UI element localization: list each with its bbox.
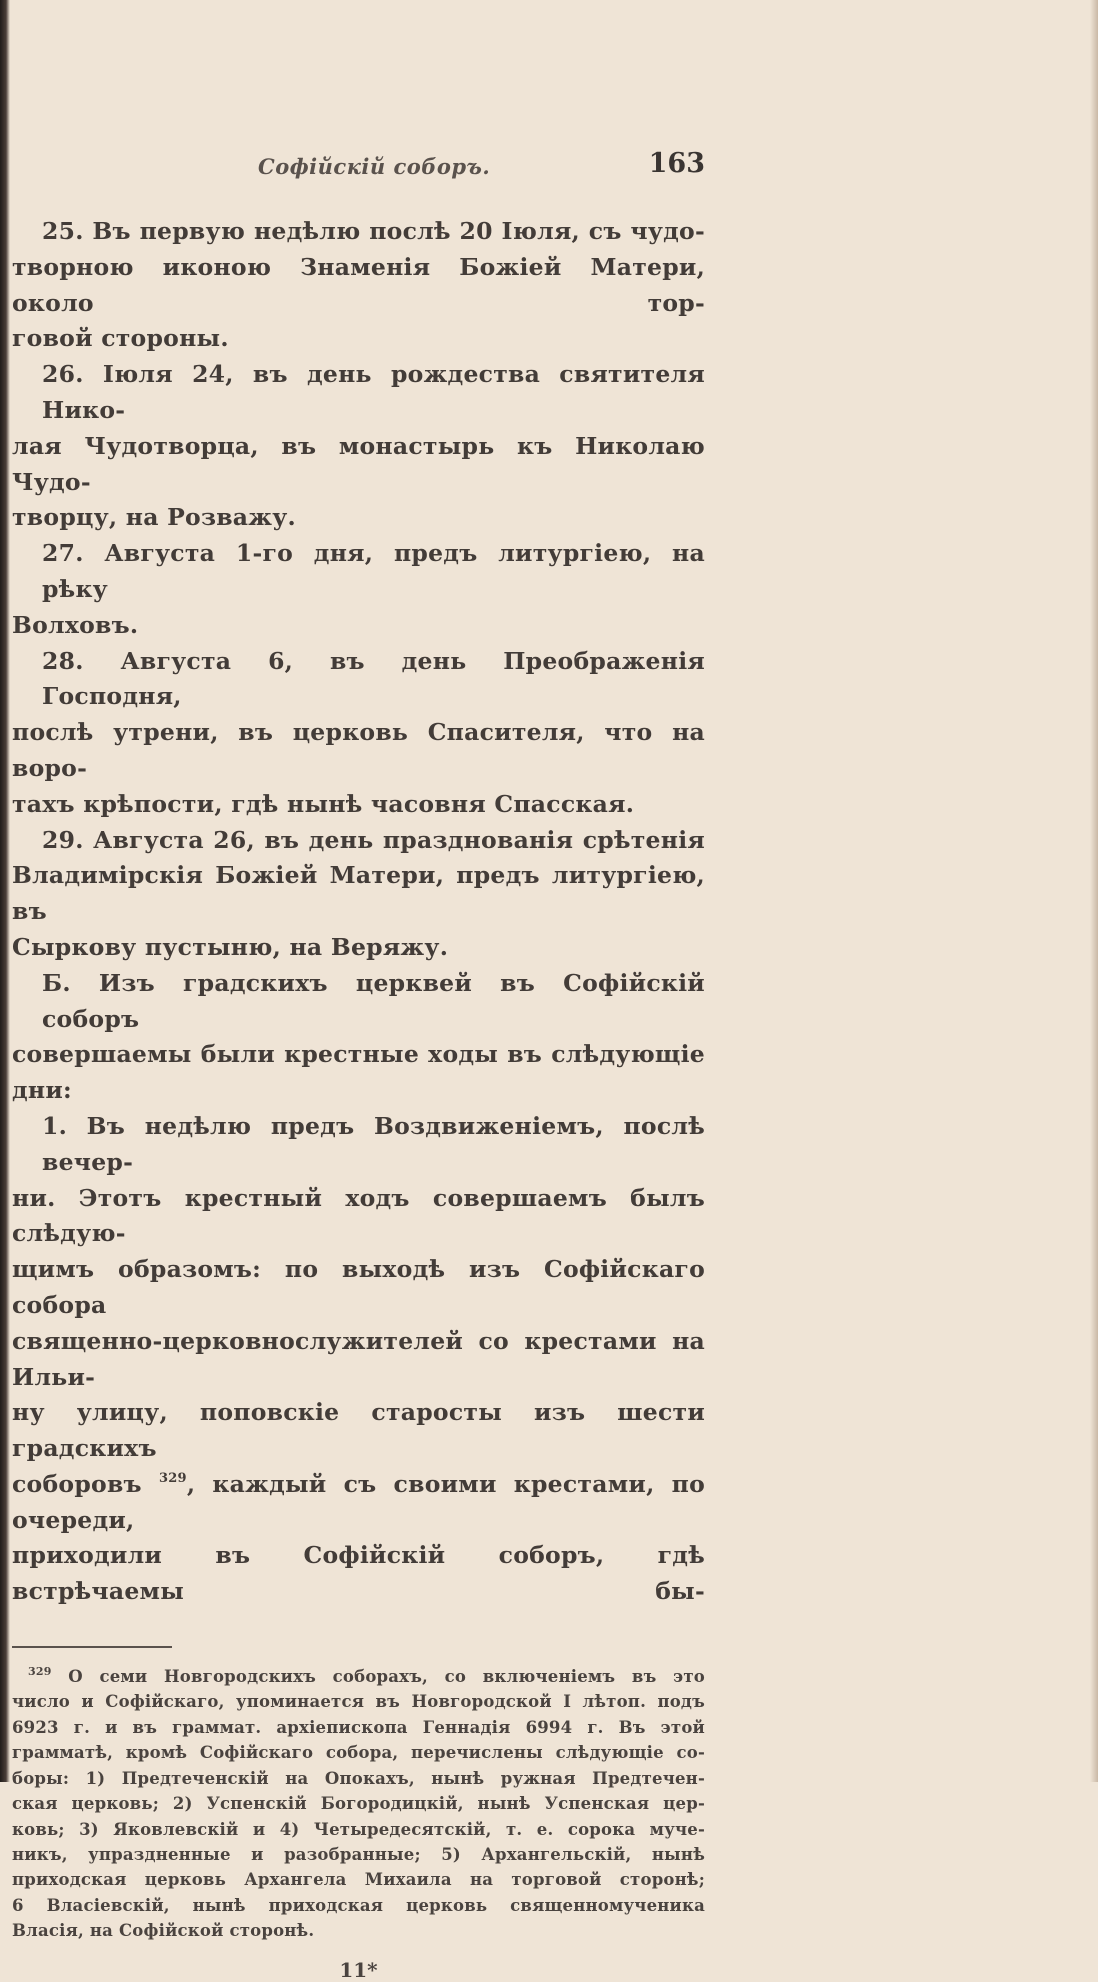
text-line: щимъ образомъ: по выходѣ изъ Софійскаго собора: [12, 1255, 705, 1319]
book-page: [12, 148, 705, 1982]
footnote-line: число и Софійскаго, упоминается въ Новгородской I лѣтоп. подъ: [12, 1692, 705, 1712]
text-segment: , каждый съ своими крестами, по очереди,: [12, 1469, 706, 1534]
text-line: совершаемы были крестные ходы въ слѣдующіе дни:: [12, 1040, 705, 1105]
footnote-line: ковь; 3) Яковлевскій и 4) Четыредесятскій, т. е. сорока муче-: [12, 1819, 705, 1839]
text-line: Сыркову пустыню, на Веряжу.: [12, 932, 449, 961]
text-line: Б. Изъ градскихъ церквей въ Софійскій соборъ: [42, 968, 705, 1033]
footnote-mark: 329: [28, 1665, 52, 1679]
footnote-line: 6923 г. и въ граммат. архіепископа Геннадія 6994 г. Въ этой: [12, 1717, 705, 1737]
text-line: 27. Августа 1-го дня, предъ литургіею, на рѣку: [42, 539, 705, 603]
page-edge-shadow: [1090, 0, 1098, 1782]
page-header: [12, 148, 705, 188]
footnote-line: никъ, упраздненные и разобранные; 5) Архангельскій, нынѣ: [12, 1844, 705, 1864]
footnote-line: боры: 1) Предтеченскій на Опокахъ, нынѣ ружная Предтечен-: [12, 1768, 705, 1788]
footnote-divider: [12, 1646, 172, 1648]
text-line: ни. Этотъ крестный ходъ совершаемъ былъ слѣдую-: [12, 1183, 705, 1248]
text-line: ну улицу, поповскіе старосты изъ шести градскихъ: [12, 1398, 705, 1463]
book-gutter-shadow: [0, 0, 10, 1782]
footnote-line: приходская церковь Архангела Михаила на торговой сторонѣ;: [12, 1870, 705, 1890]
signature-mark: 11*: [339, 1957, 378, 1982]
running-title: Софійскій соборъ.: [258, 154, 491, 179]
text-line-with-footnote: [12, 1467, 705, 1539]
text-line: творцу, на Розважу.: [12, 503, 296, 532]
text-line: 26. Іюля 24, въ день рождества святителя Нико-: [42, 360, 705, 424]
text-line: 1. Въ недѣлю предъ Воздвиженіемъ, послѣ вечер-: [42, 1111, 705, 1176]
footnote: [12, 1664, 705, 1943]
footnote-line: 6 Власіевскій, нынѣ приходская церковь священномученика: [12, 1895, 705, 1915]
text-line: творною иконою Знаменія Божіей Матери, около тор-: [12, 252, 705, 317]
footnote-line: Власія, на Софійской сторонѣ.: [12, 1921, 315, 1941]
text-line: 28. Августа 6, въ день Преображенія Господня,: [42, 646, 705, 711]
text-line: Волховъ.: [12, 610, 139, 639]
page-number: 163: [648, 148, 705, 179]
text-line: священно-церковнослужителей со крестами на Ильи-: [12, 1326, 705, 1391]
footnote-reference[interactable]: 329: [158, 1470, 187, 1486]
text-segment: соборовъ: [12, 1469, 142, 1498]
text-line: говой стороны.: [12, 324, 229, 353]
footnote-line: [12, 1664, 705, 1689]
text-line: Владимірскія Божіей Матери, предъ литургіею, въ: [12, 861, 705, 926]
text-line: послѣ утрени, въ церковь Спасителя, что на воро-: [12, 718, 705, 782]
footnote-line: ская церковь; 2) Успенскій Богородицкій, нынѣ Успенская цер-: [12, 1794, 705, 1814]
text-line: тахъ крѣпости, гдѣ нынѣ часовня Спасская.: [12, 789, 635, 818]
text-line: 29. Августа 26, въ день празднованія срѣтенія: [42, 825, 705, 854]
footnote-line: грамматѣ, кромѣ Софійскаго собора, перечислены слѣдующіе со-: [12, 1743, 705, 1763]
text-line: приходили въ Софійскій соборъ, гдѣ встрѣчаемы бы-: [12, 1541, 705, 1606]
text-line: 25. Въ первую недѣлю послѣ 20 Іюля, съ чудо-: [42, 217, 705, 245]
footnote-text: О семи Новгородскихъ соборахъ, со включеніемъ въ это: [68, 1667, 705, 1687]
body-text: [12, 214, 705, 1610]
text-line: лая Чудотворца, въ монастырь къ Николаю Чудо-: [12, 431, 705, 496]
